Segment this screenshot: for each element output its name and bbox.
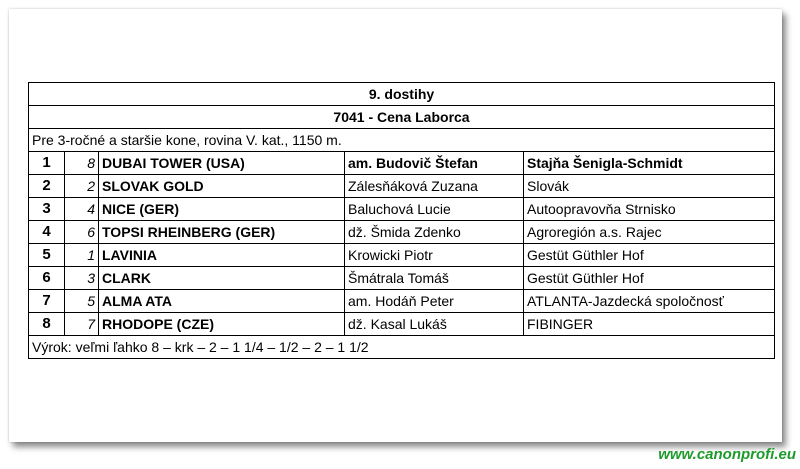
place-cell: 5: [29, 244, 65, 267]
race-name-title: 7041 - Cena Laborca: [29, 106, 775, 129]
horse-name-cell: LAVINIA: [99, 244, 345, 267]
race-verdict-row: [29, 336, 775, 359]
horse-name-cell: DUBAI TOWER (USA): [99, 152, 345, 175]
result-row: [29, 221, 775, 244]
owner-cell: Autoopravovňa Strnisko: [524, 198, 775, 221]
result-row: [29, 244, 775, 267]
jockey-cell: Šmátrala Tomáš: [345, 267, 524, 290]
horse-number-cell: 7: [65, 313, 99, 336]
horse-name-cell: SLOVAK GOLD: [99, 175, 345, 198]
owner-cell: ATLANTA-Jazdecká spoločnosť: [524, 290, 775, 313]
place-cell: 4: [29, 221, 65, 244]
race-verdict: Výrok: veľmi ľahko 8 – krk – 2 – 1 1/4 – 1/2 – 2 – 1 1/2: [29, 336, 775, 359]
horse-number-cell: 4: [65, 198, 99, 221]
race-results-table: [28, 82, 775, 359]
horse-number-cell: 2: [65, 175, 99, 198]
race-number-row: [29, 83, 775, 106]
race-conditions-row: [29, 129, 775, 152]
result-row: [29, 267, 775, 290]
site-watermark: www.canonprofi.eu: [658, 446, 796, 463]
race-number-title: 9. dostihy: [29, 83, 775, 106]
horse-number-cell: 1: [65, 244, 99, 267]
place-cell: 1: [29, 152, 65, 175]
owner-cell: Stajňa Šenigla-Schmidt: [524, 152, 775, 175]
result-row: [29, 313, 775, 336]
race-name-row: [29, 106, 775, 129]
horse-name-cell: TOPSI RHEINBERG (GER): [99, 221, 345, 244]
jockey-cell: am. Hodáň Peter: [345, 290, 524, 313]
jockey-cell: dž. Šmida Zdenko: [345, 221, 524, 244]
jockey-cell: am. Budovič Štefan: [345, 152, 524, 175]
horse-number-cell: 5: [65, 290, 99, 313]
result-row: [29, 175, 775, 198]
horse-name-cell: RHODOPE (CZE): [99, 313, 345, 336]
place-cell: 3: [29, 198, 65, 221]
race-conditions: Pre 3-ročné a staršie kone, rovina V. kat., 1150 m.: [29, 129, 775, 152]
result-row: [29, 198, 775, 221]
result-row: [29, 152, 775, 175]
owner-cell: Slovák: [524, 175, 775, 198]
horse-name-cell: ALMA ATA: [99, 290, 345, 313]
owner-cell: Gestüt Güthler Hof: [524, 267, 775, 290]
place-cell: 6: [29, 267, 65, 290]
horse-number-cell: 6: [65, 221, 99, 244]
jockey-cell: Baluchová Lucie: [345, 198, 524, 221]
jockey-cell: Zálesňáková Zuzana: [345, 175, 524, 198]
horse-name-cell: NICE (GER): [99, 198, 345, 221]
jockey-cell: dž. Kasal Lukáš: [345, 313, 524, 336]
owner-cell: FIBINGER: [524, 313, 775, 336]
result-row: [29, 290, 775, 313]
owner-cell: Agroregión a.s. Rajec: [524, 221, 775, 244]
jockey-cell: Krowicki Piotr: [345, 244, 524, 267]
place-cell: 8: [29, 313, 65, 336]
place-cell: 2: [29, 175, 65, 198]
owner-cell: Gestüt Güthler Hof: [524, 244, 775, 267]
horse-name-cell: CLARK: [99, 267, 345, 290]
horse-number-cell: 3: [65, 267, 99, 290]
horse-number-cell: 8: [65, 152, 99, 175]
place-cell: 7: [29, 290, 65, 313]
